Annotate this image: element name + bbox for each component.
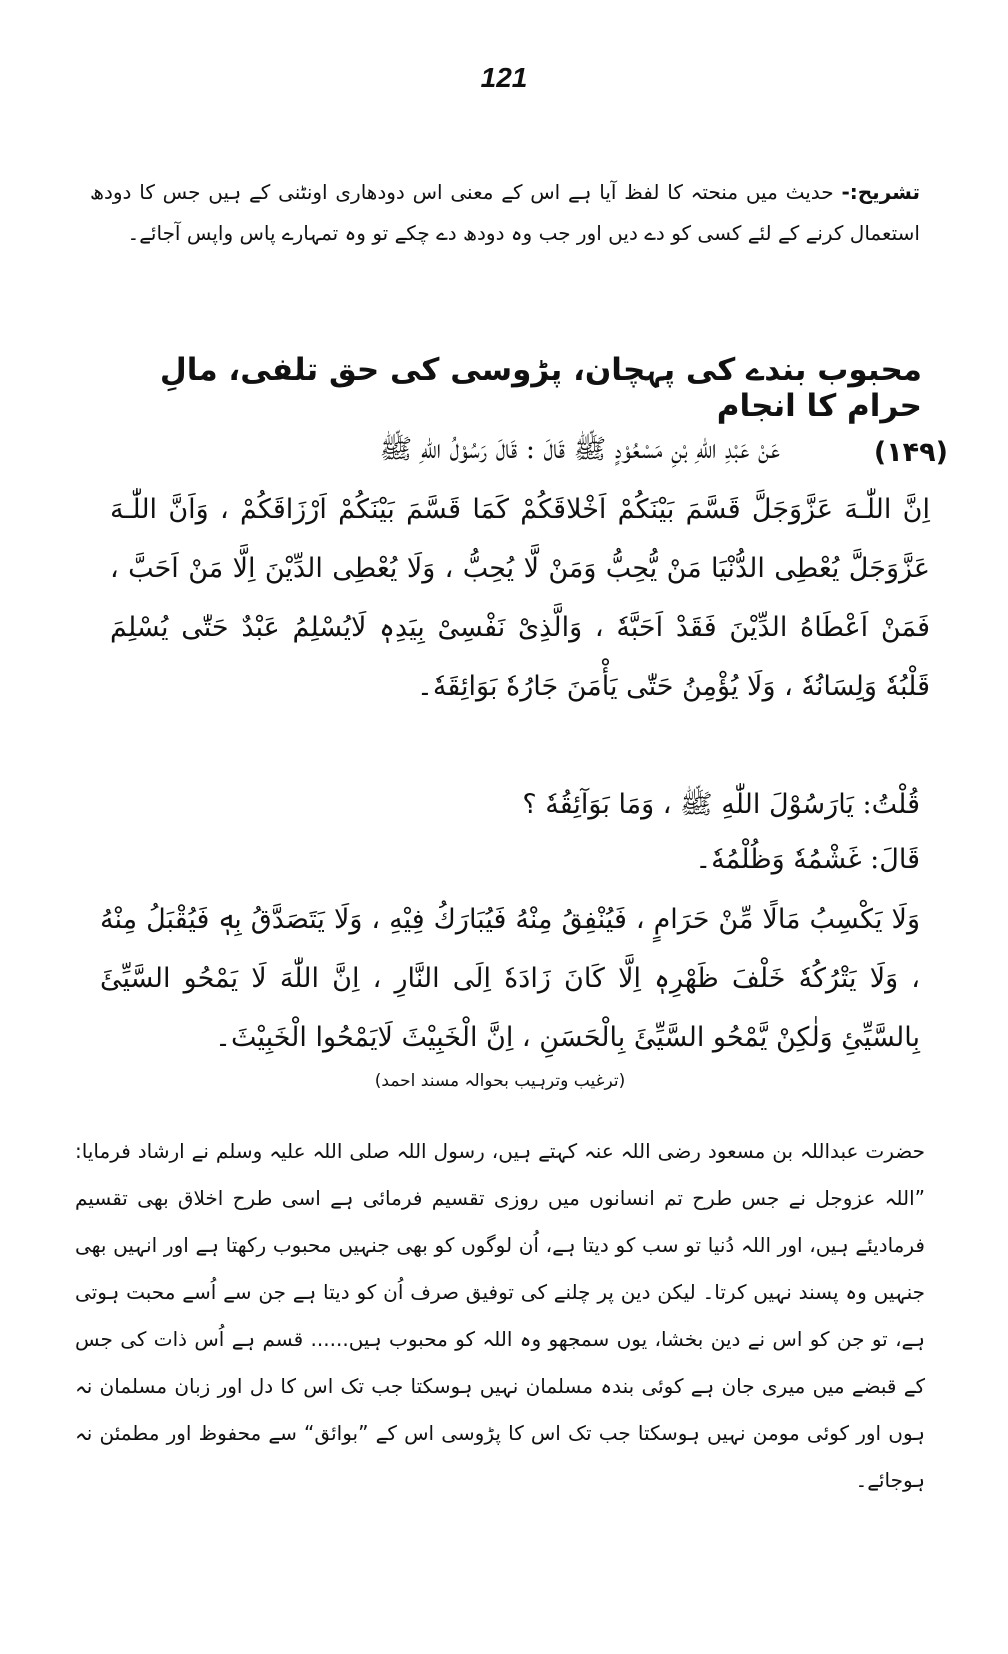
translation-paragraph: حضرت عبداللہ بن مسعود رضی اللہ عنہ کہتے ہیں، رسول اللہ صلی اللہ علیہ وسلم نے ارشاد فرمایا: ”اللہ عزوجل نے جس طرح تم انسانوں میں روزی تقسیم فرمائی ہے اسی طرح اخلاق بھی تقسیم فرمادیئے ہیں، اور اللہ دُنیا تو سب کو دیتا ہے، اُن لوگوں کو بھی جنہیں محبوب رکھتا ہے اور انہیں بھی جنہیں وہ پسند نہیں کرتا۔ لیکن دین پر چلنے کی توفیق صرف اُن کو دیتا ہے جن سے اُسے محبت ہوتی ہے، تو جن کو اس نے دین بخشا، یوں سمجھو وہ اللہ کو محبوب ہیں...... قسم ہے اُس ذات کی جس کے قبضے میں میری جان ہے کوئی بندہ مسلمان نہیں ہوسکتا جب تک اس کا دل اور زبان مسلمان نہ ہوں اور کوئی مومن نہیں ہوسکتا جب تک اس کا پڑوسی اس کے ”بوائق“ سے محفوظ اور مطمئن نہ ہوجائے۔ xyxy=(75,1139,925,1492)
hadith-arabic-main: اِنَّ اللّٰـهَ عَزَّوَجَلَّ قَسَّمَ بَيْنَكُمْ اَخْلاقَكُمْ كَمَا قَسَّمَ بَيْنَكُمْ اَرْزَاقَكُمْ ، وَاَنَّ اللّٰـهَ عَزَّوَجَلَّ يُعْطِى الدُّنْيَا مَنْ يُّحِبُّ وَمَنْ لَّا يُحِبُّ ، وَلَا يُعْطِى الدِّيْنَ اِلَّا مَنْ اَحَبَّ ، فَمَنْ اَعْطَاهُ الدِّيْنَ فَقَدْ اَحَبَّهٗ ، وَالَّذِىْ نَفْسِىْ بِيَدِهٖ لَايُسْلِمُ عَبْدٌ حَتّٰى يُسْلِمَ قَلْبُهٗ وَلِسَانُهٗ ، وَلَا يُؤْمِنُ حَتّٰى يَأْمَنَ جَارُهٗ بَوَائِقَهٗ۔ xyxy=(110,494,930,702)
tashreeh-paragraph xyxy=(90,172,920,254)
hadith-reference: (ترغیب وترہیب بحوالہ مسند احمد) xyxy=(374,1071,626,1091)
tashreeh-label: تشریح:- xyxy=(841,180,920,204)
page-number: 121 xyxy=(480,62,528,93)
tashreeh-text: حدیث میں منحتہ کا لفظ آیا ہے اس کے معنی اس دودھاری اونٹنی کے ہیں جس کا دودھ استعمال کرنے کے لئے کسی کو دے دیں اور جب وہ دودھ دے چکے تو وہ تمہارے پاس واپس آجائے۔ xyxy=(90,180,920,245)
hadith-intro: عَنْ عَبْدِ اللّٰهِ بْنِ مَسْعُوْدٍ ﷺ قَالَ : قَالَ رَسُوْلُ اللّٰهِ ﷺ xyxy=(379,434,780,465)
hadith-number: (۱۴۹) xyxy=(873,437,948,468)
hadith-qultu: قُلْتُ: يَارَسُوْلَ اللّٰهِ ﷺ ، وَمَا بَوَآئِقُهٗ ؟ xyxy=(522,789,920,820)
hadith-qala: قَالَ: غَشْمُهٗ وَظُلْمُهٗ۔ xyxy=(695,844,920,875)
hadith-arabic-continued: وَلَا يَكْسِبُ مَالًا مِّنْ حَرَامٍ ، فَيُنْفِقُ مِنْهُ فَيُبَارَكُ فِيْهِ ، وَلَا يَتَصَدَّقُ بِهٖ فَيُقْبَلُ مِنْهُ ، وَلَا يَتْرُكُهٗ خَلْفَ ظَهْرِهٖ اِلَّا كَانَ زَادَهٗ اِلَى النَّارِ ، اِنَّ اللّٰهَ لَا يَمْحُو السَّيِّئَ بِالسَّيِّئِ وَلٰكِنْ يَّمْحُو السَّيِّئَ بِالْحَسَنِ ، اِنَّ الْخَبِيْثَ لَايَمْحُوا الْخَبِيْثَ۔ xyxy=(100,904,920,1053)
section-heading: محبوب بندے کی پہچان، پڑوسی کی حق تلفی، مالِ حرام کا انجام xyxy=(159,352,922,424)
